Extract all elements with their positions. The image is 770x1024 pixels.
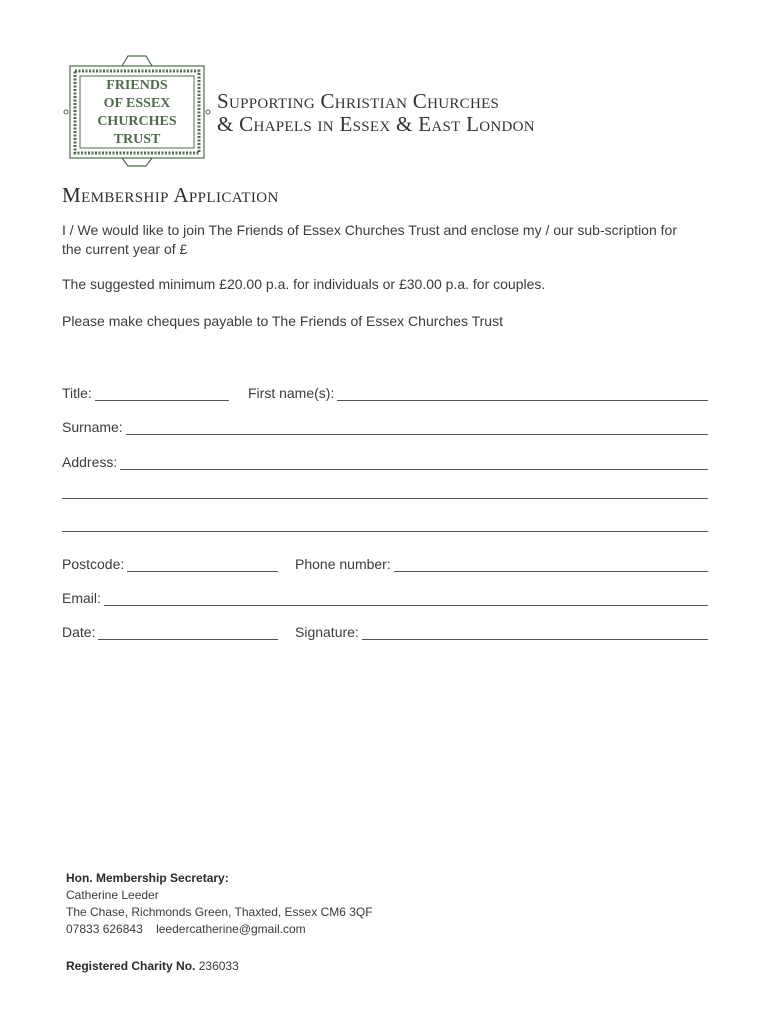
charity-number: 236033 bbox=[198, 959, 239, 973]
title-line[interactable] bbox=[95, 387, 229, 401]
first-name-label: First name(s): bbox=[248, 385, 335, 401]
postcode-field[interactable] bbox=[62, 552, 278, 572]
tagline bbox=[217, 90, 535, 136]
phone-line[interactable] bbox=[394, 558, 708, 572]
logo-text-line-2: OF ESSEX bbox=[103, 96, 171, 111]
address-line[interactable] bbox=[120, 456, 708, 470]
date-line[interactable] bbox=[98, 626, 278, 640]
first-name-field[interactable] bbox=[248, 381, 708, 401]
charity-label: Registered Charity No. bbox=[66, 959, 196, 973]
first-name-line[interactable] bbox=[337, 387, 708, 401]
secretary-phone: 07833 626843 bbox=[66, 922, 143, 936]
intro-paragraph: I / We would like to join The Friends of Essex Churches Trust and enclose my / our sub-scription for the current year of £ bbox=[62, 222, 677, 257]
email-line[interactable] bbox=[104, 592, 708, 606]
email-field[interactable] bbox=[62, 586, 708, 606]
surname-line[interactable] bbox=[126, 421, 708, 435]
logo-text-line-3: CHURCHES bbox=[97, 114, 177, 129]
address-line-2[interactable] bbox=[62, 498, 708, 499]
charity-registration bbox=[66, 958, 239, 975]
cheque-instructions: Please make cheques payable to The Friends of Essex Churches Trust bbox=[62, 313, 503, 329]
signature-line[interactable] bbox=[362, 626, 708, 640]
tagline-line-1: Supporting Christian Churches bbox=[217, 89, 500, 113]
secretary-address: The Chase, Richmonds Green, Thaxted, Essex CM6 3QF bbox=[66, 905, 373, 919]
logo-text-line-1: FRIENDS bbox=[106, 78, 168, 93]
surname-field[interactable] bbox=[62, 415, 708, 435]
secretary-contact bbox=[66, 921, 306, 938]
address-field[interactable] bbox=[62, 450, 708, 470]
secretary-title: Hon. Membership Secretary: bbox=[66, 871, 229, 885]
phone-label: Phone number: bbox=[295, 556, 391, 572]
suggested-minimum-text: The suggested minimum £20.00 p.a. for individuals or £30.00 p.a. for couples. bbox=[62, 276, 546, 292]
trust-logo bbox=[62, 52, 212, 168]
date-field[interactable] bbox=[62, 620, 278, 640]
email-label: Email: bbox=[62, 590, 101, 606]
logo-text-line-4: TRUST bbox=[113, 132, 161, 147]
page-title: Membership Application bbox=[62, 183, 279, 207]
address-line-3[interactable] bbox=[62, 531, 708, 532]
date-label: Date: bbox=[62, 624, 96, 640]
postcode-line[interactable] bbox=[127, 558, 278, 572]
title-field[interactable] bbox=[62, 381, 229, 401]
signature-label: Signature: bbox=[295, 624, 359, 640]
phone-field[interactable] bbox=[295, 552, 708, 572]
surname-label: Surname: bbox=[62, 419, 123, 435]
secretary-name: Catherine Leeder bbox=[66, 888, 159, 902]
address-label: Address: bbox=[62, 454, 118, 470]
secretary-email[interactable]: leedercatherine@gmail.com bbox=[156, 922, 306, 936]
postcode-label: Postcode: bbox=[62, 556, 125, 572]
title-label: Title: bbox=[62, 385, 92, 401]
signature-field[interactable] bbox=[295, 620, 708, 640]
tagline-line-2: & Chapels in Essex & East London bbox=[217, 112, 535, 136]
